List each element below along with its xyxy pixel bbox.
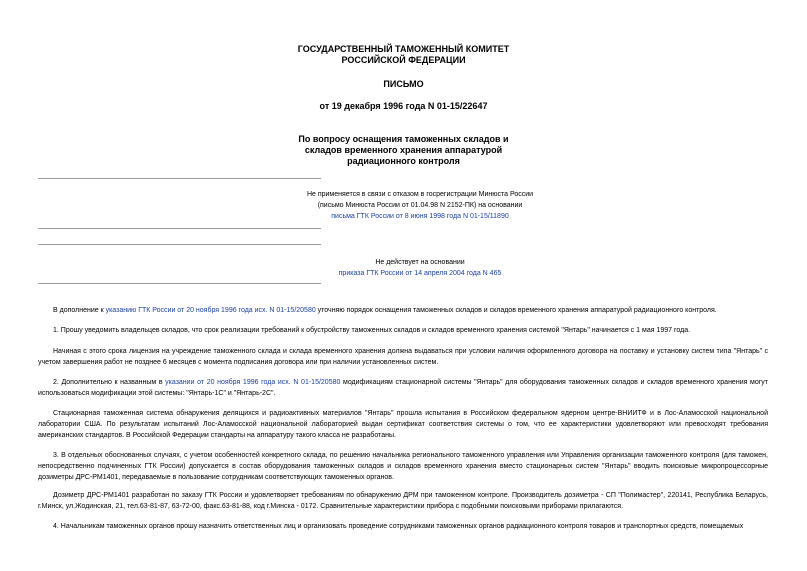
paragraph-intro-text: уточняю порядок оснащения таможенных складов и складов временного хранения аппаратурой радиационного контроля.	[315, 307, 717, 314]
paragraph-2-continued: Стационарная таможенная система обнаружения делящихся и радиоактивных материалов "Янтарь" прошла испытания в Российском федеральном ядерном центре-ВНИИТФ и в Лос-Аламосской национальной лаборатории США. По результатам испытаний Лос-Аламосской национальной лабораторией выдан сертификат соответствия системы о том, что ее характеристики удовлетворяют или превосходят требования американских стандартов. В Российской Федерации стандарты на аппаратуру такого класса не разработаны.	[38, 410, 768, 439]
status-note-2-line-1: Не действует на основании	[375, 259, 465, 266]
status-note-1	[150, 189, 690, 222]
document-type: ПИСЬМО	[383, 79, 424, 89]
paragraph-2-text: модификациям стационарной системы "Янтарь" для оборудования таможенных складов и складов временного хранения могут использоваться модификации этой системы: "Янтарь-1С" и "Янтарь-2С".	[38, 379, 768, 397]
issuer-line-1: ГОСУДАРСТВЕННЫЙ ТАМОЖЕННЫЙ КОМИТЕТ	[297, 44, 510, 54]
subject-line-3: радиационного контроля	[347, 156, 460, 166]
status-note-2	[150, 257, 690, 279]
status-note-1-line-2: (письмо Минюста России от 01.04.98 N 2152-ПК) на основании	[317, 202, 523, 209]
subject-line-2: складов временного хранения аппаратурой	[304, 145, 503, 155]
paragraph-4: 4. Начальникам таможенных органов прошу назначить ответственных лиц и организовать проведение сотрудниками таможенных органов радиационного контроля товаров и транспортных средств, помещаемых	[53, 523, 744, 530]
paragraph-3-continued: Дозиметр ДРС-РМ1401 разработан по заказу ГТК России и удовлетворяет требованиям по обнаружению ДРМ при таможенном контроле. Производитель дозиметра - СП "Полимастер", 220141, Республика Беларусь, г.Минск, ул.Жодинская, 21, тел.63-81-87, 63-72-00, факс.63-81-88, код г.Минска - 0172. Сравнительные характеристики прибора с подобными поисковыми приборами прилагаются.	[38, 492, 768, 510]
subject-line-1: По вопросу оснащения таможенных складов и	[298, 134, 509, 144]
document-date: от 19 декабря 1996 года N 01-15/22647	[319, 101, 488, 111]
paragraph-2-text: 2. Дополнительно к названным в	[53, 379, 166, 386]
separator-rule	[38, 178, 321, 179]
reference-link[interactable]: указании от 20 ноября 1996 года исх. N 01-15/20580	[165, 379, 341, 386]
issuer-line-2: РОССИЙСКОЙ ФЕДЕРАЦИИ	[341, 55, 466, 65]
paragraph-3: 3. В отдельных обоснованных случаях, с учетом особенностей конкретного склада, по решению начальника регионального таможенного управления или Управления организации таможенного контроля (для таможен, непосредственно подчиненных ГТК России) допускается в состав оборудования таможенных складов и складов временного хранения вместо стационарных систем "Янтарь" вводить поисковые микропроцессорные дозиметры ДРС-РМ1401, передаваемые в пользование сотрудникам соответствующих таможенных органов.	[38, 452, 768, 481]
status-note-1-line-1: Не применяется в связи с отказом в госрегистрации Минюста России	[306, 191, 534, 198]
paragraph-1-continued: Начиная с этого срока лицензия на учреждение таможенного склада и склада временного хранения должна выдаваться при условии наличия оформленного договора на поставку и установку систем типа "Янтарь" с учетом завершения работ не позднее 6 месяцев с момента подписания договора или при наличии установленных систем.	[38, 348, 768, 366]
separator-rule	[38, 283, 321, 284]
paragraph-2	[38, 377, 768, 399]
separator-rule	[38, 244, 321, 245]
paragraph-intro-text: В дополнение к	[53, 307, 106, 314]
status-note-1-link[interactable]: письма ГТК России от 8 июня 1998 года N 01-15/11890	[331, 213, 509, 220]
separator-rule	[38, 228, 321, 229]
paragraph-1: 1. Прошу уведомить владельцев складов, что срок реализации требований к обустройству таможенных складов и складов временного хранения системой "Янтарь" начинается с 1 мая 1997 года.	[53, 327, 691, 334]
status-note-2-link[interactable]: приказа ГТК России от 14 апреля 2004 года N 465	[338, 270, 502, 277]
reference-link[interactable]: указанию ГТК России от 20 ноября 1996 года исх. N 01-15/20580	[105, 307, 316, 314]
paragraph-intro	[38, 305, 768, 316]
